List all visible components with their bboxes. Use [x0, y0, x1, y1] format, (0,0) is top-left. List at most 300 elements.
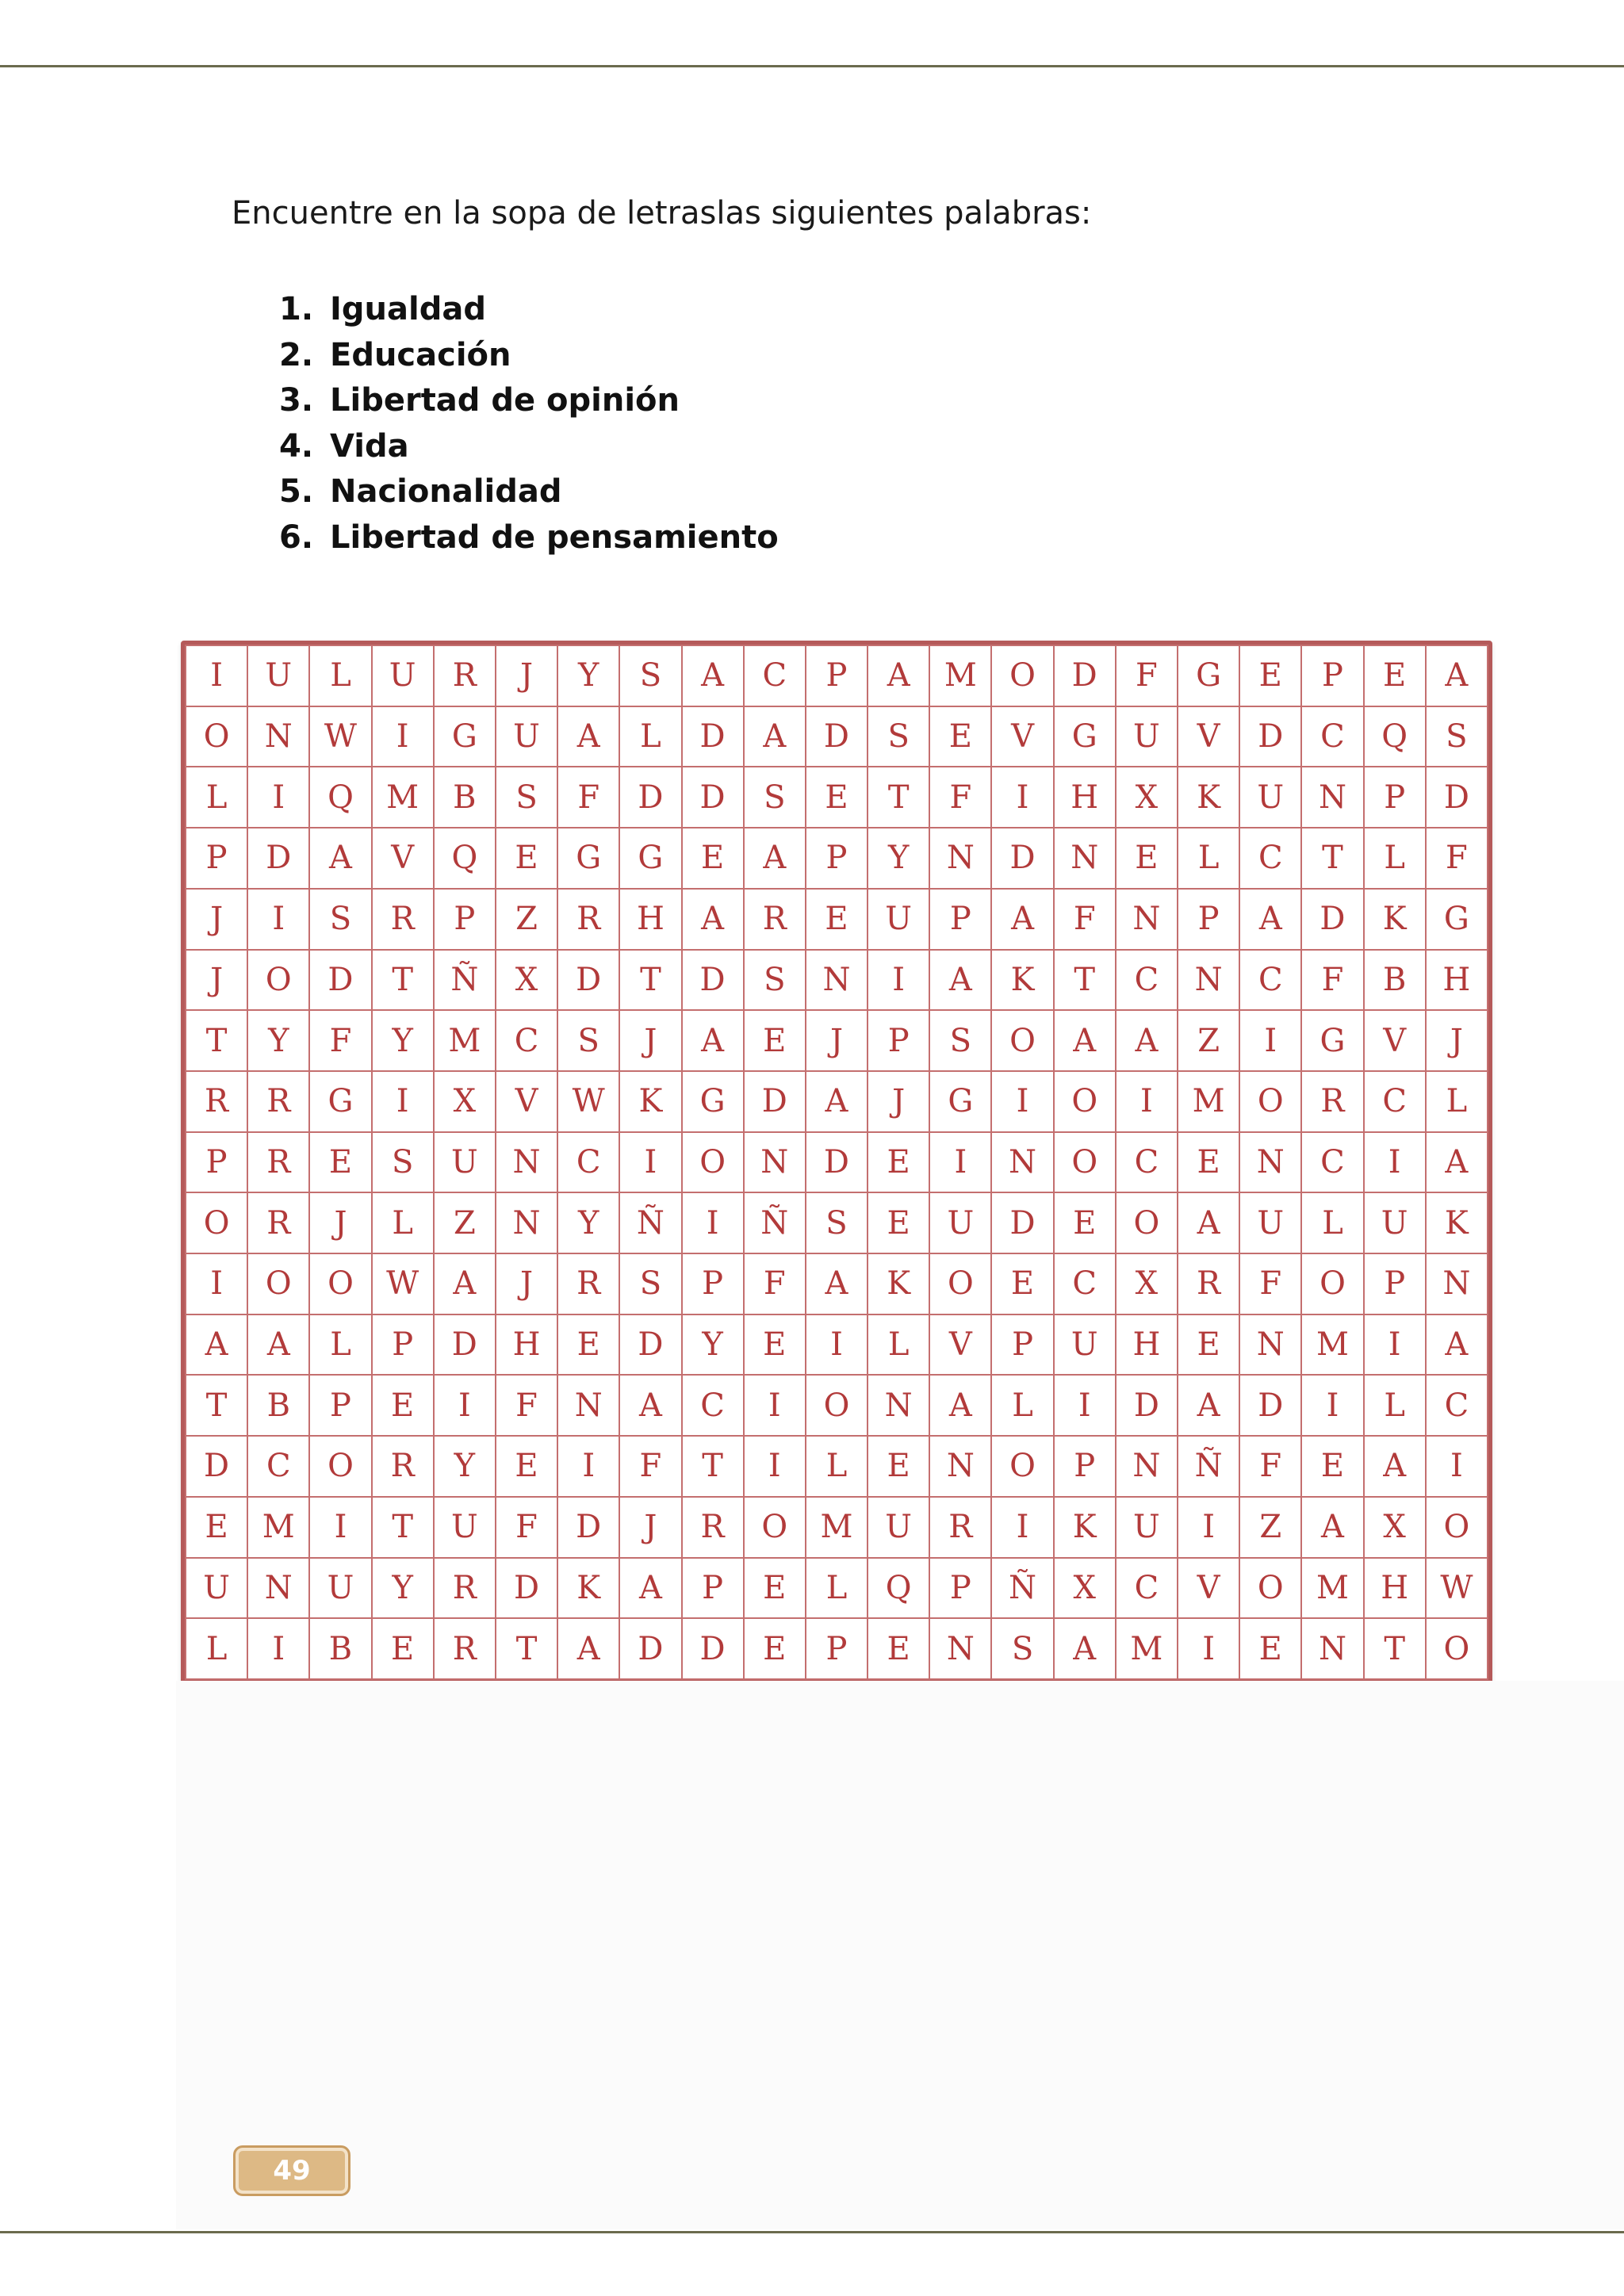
- grid-cell: D: [557, 1497, 619, 1558]
- word-label: Libertad de pensamiento: [330, 519, 779, 556]
- grid-cell: A: [991, 889, 1053, 950]
- grid-row: [186, 1497, 1488, 1558]
- grid-cell: N: [1301, 1618, 1363, 1679]
- word-number: 4.: [279, 427, 314, 465]
- grid-cell: H: [1054, 767, 1116, 828]
- grid-row: [186, 1010, 1488, 1071]
- grid-cell: A: [1054, 1618, 1116, 1679]
- grid-cell: D: [991, 828, 1053, 889]
- grid-cell: Y: [372, 1010, 434, 1071]
- grid-cell: G: [309, 1071, 371, 1132]
- grid-cell: E: [744, 1618, 806, 1679]
- grid-cell: C: [557, 1132, 619, 1193]
- grid-cell: Y: [557, 1192, 619, 1253]
- grid-cell: E: [372, 1618, 434, 1679]
- grid-cell: A: [1426, 1314, 1488, 1376]
- grid-cell: O: [991, 1436, 1053, 1497]
- grid-cell: X: [1116, 1253, 1178, 1314]
- grid-cell: E: [557, 1314, 619, 1376]
- grid-cell: E: [1239, 645, 1301, 706]
- word-label: Igualdad: [330, 291, 486, 327]
- grid-cell: C: [1239, 950, 1301, 1011]
- grid-cell: O: [186, 1192, 247, 1253]
- grid-cell: T: [1364, 1618, 1426, 1679]
- grid-cell: C: [1301, 1132, 1363, 1193]
- grid-cell: C: [1116, 950, 1178, 1011]
- grid-cell: K: [1364, 889, 1426, 950]
- grid-cell: I: [1178, 1618, 1239, 1679]
- grid-cell: I: [682, 1192, 744, 1253]
- grid-cell: O: [744, 1497, 806, 1558]
- grid-cell: V: [1178, 706, 1239, 767]
- grid-cell: L: [186, 767, 247, 828]
- word-search-table: [185, 645, 1488, 1680]
- grid-cell: R: [247, 1192, 309, 1253]
- grid-cell: R: [557, 1253, 619, 1314]
- grid-cell: H: [1116, 1314, 1178, 1376]
- grid-cell: D: [247, 828, 309, 889]
- grid-cell: E: [868, 1436, 929, 1497]
- grid-cell: I: [1116, 1071, 1178, 1132]
- grid-cell: L: [309, 1314, 371, 1376]
- grid-cell: N: [1116, 889, 1178, 950]
- grid-cell: A: [1239, 889, 1301, 950]
- grid-cell: A: [1178, 1192, 1239, 1253]
- grid-cell: P: [1301, 645, 1363, 706]
- grid-row: [186, 1192, 1488, 1253]
- grid-cell: D: [309, 950, 371, 1011]
- grid-cell: U: [1239, 1192, 1301, 1253]
- grid-cell: F: [1054, 889, 1116, 950]
- grid-row: [186, 767, 1488, 828]
- grid-cell: D: [744, 1071, 806, 1132]
- grid-cell: I: [372, 706, 434, 767]
- grid-cell: V: [991, 706, 1053, 767]
- grid-cell: E: [1364, 645, 1426, 706]
- grid-cell: O: [309, 1253, 371, 1314]
- grid-row: [186, 1132, 1488, 1193]
- grid-cell: O: [1054, 1132, 1116, 1193]
- grid-cell: R: [372, 1436, 434, 1497]
- grid-cell: C: [1301, 706, 1363, 767]
- grid-cell: Z: [1178, 1010, 1239, 1071]
- grid-cell: D: [619, 767, 681, 828]
- grid-cell: S: [929, 1010, 991, 1071]
- grid-cell: J: [496, 1253, 557, 1314]
- grid-cell: R: [682, 1497, 744, 1558]
- grid-cell: C: [1054, 1253, 1116, 1314]
- grid-cell: D: [682, 706, 744, 767]
- grid-cell: C: [247, 1436, 309, 1497]
- grid-cell: T: [372, 1497, 434, 1558]
- grid-cell: J: [806, 1010, 868, 1071]
- grid-cell: P: [1178, 889, 1239, 950]
- grid-cell: U: [247, 645, 309, 706]
- grid-cell: P: [1054, 1436, 1116, 1497]
- grid-cell: Ñ: [1178, 1436, 1239, 1497]
- grid-cell: I: [247, 767, 309, 828]
- grid-cell: I: [1426, 1436, 1488, 1497]
- grid-cell: G: [434, 706, 496, 767]
- grid-cell: N: [1116, 1436, 1178, 1497]
- grid-cell: M: [1301, 1314, 1363, 1376]
- grid-cell: U: [1364, 1192, 1426, 1253]
- grid-cell: I: [1239, 1010, 1301, 1071]
- grid-cell: D: [434, 1314, 496, 1376]
- grid-cell: N: [806, 950, 868, 1011]
- grid-cell: E: [372, 1375, 434, 1436]
- grid-cell: W: [309, 706, 371, 767]
- grid-row: [186, 706, 1488, 767]
- grid-cell: T: [186, 1375, 247, 1436]
- grid-cell: U: [309, 1558, 371, 1619]
- grid-cell: I: [929, 1132, 991, 1193]
- grid-cell: R: [929, 1497, 991, 1558]
- grid-cell: R: [557, 889, 619, 950]
- grid-cell: O: [1426, 1618, 1488, 1679]
- grid-row: [186, 1071, 1488, 1132]
- grid-row: [186, 1253, 1488, 1314]
- grid-cell: M: [929, 645, 991, 706]
- grid-cell: O: [806, 1375, 868, 1436]
- grid-cell: R: [434, 645, 496, 706]
- grid-cell: J: [309, 1192, 371, 1253]
- grid-cell: E: [868, 1192, 929, 1253]
- grid-cell: O: [1239, 1558, 1301, 1619]
- grid-cell: S: [619, 1253, 681, 1314]
- grid-cell: D: [1116, 1375, 1178, 1436]
- grid-cell: B: [247, 1375, 309, 1436]
- grid-cell: K: [1178, 767, 1239, 828]
- grid-cell: R: [186, 1071, 247, 1132]
- grid-cell: C: [682, 1375, 744, 1436]
- grid-cell: S: [806, 1192, 868, 1253]
- grid-body: [186, 645, 1488, 1679]
- grid-cell: P: [1364, 1253, 1426, 1314]
- grid-cell: Q: [434, 828, 496, 889]
- grid-cell: I: [434, 1375, 496, 1436]
- grid-cell: F: [496, 1497, 557, 1558]
- grid-cell: T: [1301, 828, 1363, 889]
- grid-cell: E: [682, 828, 744, 889]
- grid-cell: N: [1054, 828, 1116, 889]
- grid-cell: X: [496, 950, 557, 1011]
- grid-cell: O: [929, 1253, 991, 1314]
- grid-cell: N: [1239, 1132, 1301, 1193]
- grid-cell: O: [247, 950, 309, 1011]
- grid-cell: G: [1054, 706, 1116, 767]
- word-label: Vida: [330, 427, 409, 465]
- grid-cell: T: [496, 1618, 557, 1679]
- grid-cell: P: [806, 828, 868, 889]
- grid-cell: H: [496, 1314, 557, 1376]
- grid-cell: N: [744, 1132, 806, 1193]
- grid-cell: R: [434, 1618, 496, 1679]
- grid-cell: A: [247, 1314, 309, 1376]
- grid-cell: F: [929, 767, 991, 828]
- grid-cell: P: [929, 1558, 991, 1619]
- grid-cell: J: [1426, 1010, 1488, 1071]
- grid-cell: T: [682, 1436, 744, 1497]
- grid-cell: N: [929, 1436, 991, 1497]
- grid-cell: T: [1054, 950, 1116, 1011]
- grid-cell: A: [1426, 645, 1488, 706]
- grid-cell: I: [991, 767, 1053, 828]
- grid-row: [186, 1558, 1488, 1619]
- grid-cell: K: [619, 1071, 681, 1132]
- grid-cell: D: [1239, 1375, 1301, 1436]
- grid-cell: S: [744, 950, 806, 1011]
- grid-cell: L: [1426, 1071, 1488, 1132]
- grid-row: [186, 1618, 1488, 1679]
- grid-cell: H: [1364, 1558, 1426, 1619]
- blank-area: [176, 1681, 1624, 2229]
- grid-cell: M: [1116, 1618, 1178, 1679]
- grid-cell: N: [496, 1192, 557, 1253]
- grid-cell: L: [1178, 828, 1239, 889]
- grid-cell: D: [496, 1558, 557, 1619]
- grid-cell: E: [868, 1132, 929, 1193]
- word-number: 1.: [279, 291, 314, 327]
- grid-cell: I: [1054, 1375, 1116, 1436]
- grid-cell: C: [744, 645, 806, 706]
- word-label: Nacionalidad: [330, 473, 562, 510]
- grid-cell: U: [1116, 706, 1178, 767]
- grid-cell: I: [991, 1497, 1053, 1558]
- grid-cell: K: [868, 1253, 929, 1314]
- grid-cell: A: [557, 1618, 619, 1679]
- grid-cell: E: [744, 1314, 806, 1376]
- grid-cell: I: [806, 1314, 868, 1376]
- grid-cell: J: [868, 1071, 929, 1132]
- grid-cell: F: [1239, 1253, 1301, 1314]
- grid-cell: E: [1054, 1192, 1116, 1253]
- grid-cell: L: [868, 1314, 929, 1376]
- grid-cell: D: [557, 950, 619, 1011]
- grid-cell: V: [496, 1071, 557, 1132]
- grid-cell: N: [496, 1132, 557, 1193]
- grid-cell: I: [309, 1497, 371, 1558]
- grid-cell: A: [682, 645, 744, 706]
- grid-row: [186, 889, 1488, 950]
- word-label: Libertad de opinión: [330, 382, 680, 419]
- grid-cell: I: [186, 1253, 247, 1314]
- grid-cell: A: [1364, 1436, 1426, 1497]
- grid-cell: A: [682, 889, 744, 950]
- grid-cell: U: [496, 706, 557, 767]
- grid-cell: V: [929, 1314, 991, 1376]
- word-label: Educación: [330, 336, 511, 373]
- grid-cell: D: [186, 1436, 247, 1497]
- grid-cell: P: [309, 1375, 371, 1436]
- grid-cell: L: [806, 1436, 868, 1497]
- grid-cell: E: [1178, 1314, 1239, 1376]
- grid-cell: S: [868, 706, 929, 767]
- grid-cell: E: [744, 1558, 806, 1619]
- grid-cell: E: [1301, 1436, 1363, 1497]
- grid-cell: F: [557, 767, 619, 828]
- grid-cell: X: [1364, 1497, 1426, 1558]
- grid-cell: P: [929, 889, 991, 950]
- grid-cell: R: [372, 889, 434, 950]
- grid-cell: C: [1116, 1558, 1178, 1619]
- grid-cell: P: [186, 1132, 247, 1193]
- grid-cell: N: [868, 1375, 929, 1436]
- grid-cell: O: [991, 1010, 1053, 1071]
- grid-cell: R: [247, 1071, 309, 1132]
- grid-cell: F: [744, 1253, 806, 1314]
- grid-cell: L: [1301, 1192, 1363, 1253]
- grid-cell: G: [1301, 1010, 1363, 1071]
- grid-row: [186, 1314, 1488, 1376]
- grid-cell: P: [868, 1010, 929, 1071]
- grid-cell: R: [434, 1558, 496, 1619]
- grid-cell: F: [496, 1375, 557, 1436]
- grid-cell: N: [247, 706, 309, 767]
- grid-cell: Z: [1239, 1497, 1301, 1558]
- grid-cell: I: [557, 1436, 619, 1497]
- grid-cell: S: [1426, 706, 1488, 767]
- grid-cell: M: [247, 1497, 309, 1558]
- grid-cell: O: [991, 645, 1053, 706]
- grid-cell: R: [744, 889, 806, 950]
- grid-row: [186, 950, 1488, 1011]
- grid-cell: H: [619, 889, 681, 950]
- grid-cell: Ñ: [619, 1192, 681, 1253]
- grid-cell: A: [1426, 1132, 1488, 1193]
- grid-cell: S: [619, 645, 681, 706]
- grid-cell: E: [1178, 1132, 1239, 1193]
- grid-cell: D: [991, 1192, 1053, 1253]
- word-number: 3.: [279, 382, 314, 419]
- grid-cell: E: [744, 1010, 806, 1071]
- grid-cell: A: [186, 1314, 247, 1376]
- grid-cell: P: [991, 1314, 1053, 1376]
- grid-cell: O: [1054, 1071, 1116, 1132]
- grid-cell: G: [619, 828, 681, 889]
- grid-cell: P: [806, 1618, 868, 1679]
- grid-cell: Ñ: [991, 1558, 1053, 1619]
- word-search-grid: [181, 641, 1492, 1684]
- instruction-text: Encuentre en la sopa de letraslas siguientes palabras:: [232, 195, 1092, 232]
- grid-cell: Y: [247, 1010, 309, 1071]
- grid-cell: U: [1239, 767, 1301, 828]
- grid-cell: M: [372, 767, 434, 828]
- grid-cell: F: [309, 1010, 371, 1071]
- grid-cell: P: [434, 889, 496, 950]
- grid-cell: S: [991, 1618, 1053, 1679]
- grid-cell: E: [1116, 828, 1178, 889]
- grid-cell: X: [1054, 1558, 1116, 1619]
- grid-cell: Y: [682, 1314, 744, 1376]
- grid-cell: B: [434, 767, 496, 828]
- grid-cell: D: [1301, 889, 1363, 950]
- word-item: [279, 515, 779, 561]
- grid-row: [186, 828, 1488, 889]
- grid-cell: E: [496, 828, 557, 889]
- grid-cell: A: [619, 1375, 681, 1436]
- grid-cell: C: [1426, 1375, 1488, 1436]
- grid-cell: G: [682, 1071, 744, 1132]
- grid-cell: P: [372, 1314, 434, 1376]
- grid-cell: Q: [1364, 706, 1426, 767]
- grid-cell: R: [1178, 1253, 1239, 1314]
- grid-cell: U: [1116, 1497, 1178, 1558]
- grid-cell: I: [1364, 1314, 1426, 1376]
- word-number: 6.: [279, 519, 314, 556]
- grid-cell: N: [1239, 1314, 1301, 1376]
- grid-cell: D: [1054, 645, 1116, 706]
- grid-cell: K: [991, 950, 1053, 1011]
- grid-cell: A: [557, 706, 619, 767]
- grid-cell: S: [372, 1132, 434, 1193]
- grid-cell: D: [682, 1618, 744, 1679]
- grid-cell: H: [1426, 950, 1488, 1011]
- grid-cell: J: [186, 889, 247, 950]
- grid-cell: U: [186, 1558, 247, 1619]
- grid-cell: X: [434, 1071, 496, 1132]
- grid-cell: L: [186, 1618, 247, 1679]
- word-list: [279, 287, 779, 561]
- grid-cell: K: [557, 1558, 619, 1619]
- grid-cell: A: [434, 1253, 496, 1314]
- grid-cell: B: [309, 1618, 371, 1679]
- grid-cell: P: [186, 828, 247, 889]
- grid-cell: D: [619, 1314, 681, 1376]
- grid-cell: I: [1364, 1132, 1426, 1193]
- grid-cell: P: [682, 1253, 744, 1314]
- grid-cell: F: [619, 1436, 681, 1497]
- grid-cell: O: [309, 1436, 371, 1497]
- grid-cell: A: [309, 828, 371, 889]
- word-item: [279, 287, 779, 333]
- grid-cell: F: [1426, 828, 1488, 889]
- grid-cell: E: [1239, 1618, 1301, 1679]
- grid-cell: I: [991, 1071, 1053, 1132]
- word-number: 5.: [279, 473, 314, 510]
- grid-cell: A: [744, 706, 806, 767]
- grid-cell: O: [186, 706, 247, 767]
- grid-cell: I: [1178, 1497, 1239, 1558]
- grid-cell: R: [1301, 1071, 1363, 1132]
- grid-cell: D: [682, 950, 744, 1011]
- word-item: [279, 378, 779, 424]
- grid-cell: I: [247, 1618, 309, 1679]
- grid-cell: I: [372, 1071, 434, 1132]
- top-divider: [0, 65, 1624, 67]
- grid-cell: N: [247, 1558, 309, 1619]
- grid-row: [186, 645, 1488, 706]
- grid-cell: F: [1116, 645, 1178, 706]
- grid-cell: J: [619, 1497, 681, 1558]
- grid-cell: M: [1301, 1558, 1363, 1619]
- grid-cell: I: [1301, 1375, 1363, 1436]
- grid-cell: I: [868, 950, 929, 1011]
- grid-cell: O: [1426, 1497, 1488, 1558]
- grid-cell: D: [806, 706, 868, 767]
- grid-cell: W: [372, 1253, 434, 1314]
- word-number: 2.: [279, 336, 314, 373]
- word-item: [279, 424, 779, 470]
- grid-cell: L: [1364, 1375, 1426, 1436]
- grid-cell: A: [1054, 1010, 1116, 1071]
- grid-cell: O: [682, 1132, 744, 1193]
- grid-cell: Y: [868, 828, 929, 889]
- grid-cell: A: [1116, 1010, 1178, 1071]
- grid-cell: D: [682, 767, 744, 828]
- grid-cell: U: [929, 1192, 991, 1253]
- grid-cell: G: [929, 1071, 991, 1132]
